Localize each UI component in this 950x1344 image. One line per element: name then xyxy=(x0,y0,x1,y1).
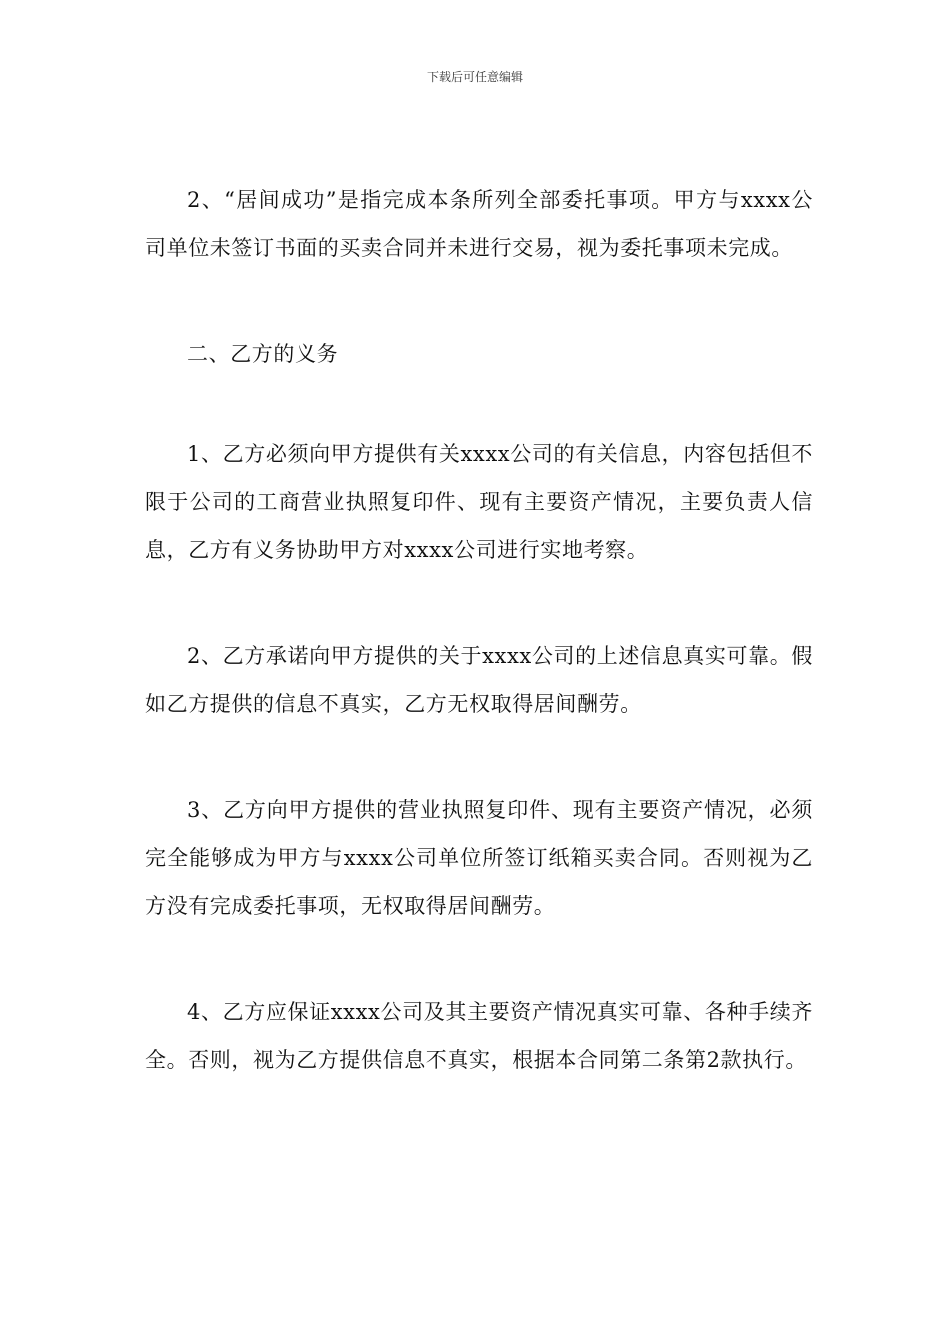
clause-paragraph-license-copy: 3、乙方向甲方提供的营业执照复印件、现有主要资产情况，必须完全能够成为甲方与xxxx公司单位所签订纸箱买卖合同。否则视为乙方没有完成委托事项，无权取得居间酬劳。 xyxy=(145,798,813,918)
clause-paragraph-success-definition: 2、“居间成功”是指完成本条所列全部委托事项。甲方与xxxx公司单位未签订书面的买卖合同并未进行交易，视为委托事项未完成。 xyxy=(145,188,813,260)
clause-paragraph-info-truthful: 2、乙方承诺向甲方提供的关于xxxx公司的上述信息真实可靠。假如乙方提供的信息不真实，乙方无权取得居间酬劳。 xyxy=(145,644,813,716)
clause-paragraph-guarantee: 4、乙方应保证xxxx公司及其主要资产情况真实可靠、各种手续齐全。否则，视为乙方提供信息不真实，根据本合同第二条第2款执行。 xyxy=(145,1000,813,1072)
section-heading-party-b-obligations: 二、乙方的义务 xyxy=(187,342,339,366)
clause-paragraph-provide-info: 1、乙方必须向甲方提供有关xxxx公司的有关信息，内容包括但不限于公司的工商营业执照复印件、现有主要资产情况，主要负责人信息，乙方有义务协助甲方对xxxx公司进行实地考察。 xyxy=(145,442,813,562)
header-note: 下载后可任意编辑 xyxy=(426,70,523,84)
document-body xyxy=(145,176,813,1142)
